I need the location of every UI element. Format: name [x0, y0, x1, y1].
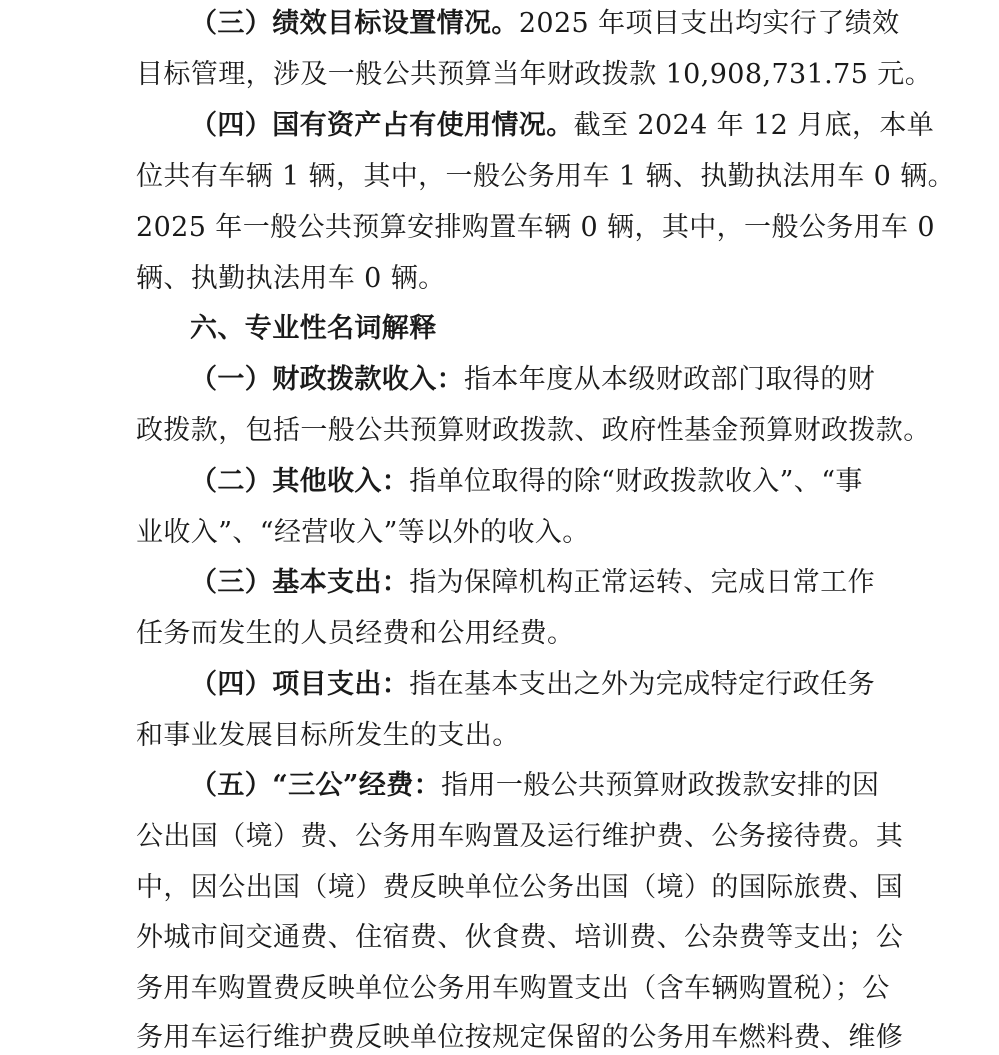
paragraph-line [136, 160, 955, 194]
body-text: 务用车购置费反映单位公务用车购置支出（含车辆购置税）；公 [136, 973, 890, 1004]
body-text: 务用车运行维护费反映单位按规定保留的公务用车燃料费、维修 [136, 1022, 904, 1053]
paragraph-line [136, 211, 935, 245]
paragraph-line [190, 465, 863, 499]
paragraph-line [190, 769, 879, 803]
paragraph-line [190, 109, 934, 143]
paragraph-line [136, 262, 446, 296]
paragraph-line [136, 719, 520, 753]
body-text: 截至 2024 年 12 月底，本单 [573, 110, 935, 141]
paragraph-line [190, 566, 875, 600]
heading-text: 六、专业性名词解释 [190, 313, 437, 344]
body-text: 指在基本支出之外为完成特定行政任务 [409, 669, 876, 700]
paragraph-line [136, 617, 574, 651]
section-label: （四）国有资产占有使用情况。 [190, 110, 574, 141]
body-text: 指本年度从本级财政部门取得的财 [464, 364, 875, 395]
body-text: 指单位取得的除“财政拨款收入”、“事 [409, 466, 863, 497]
paragraph-line [190, 668, 875, 702]
term-label: （三）基本支出： [190, 567, 410, 598]
body-text: 中，因公出国（境）费反映单位公务出国（境）的国际旅费、国 [136, 872, 904, 903]
term-label: （五）“三公”经费： [190, 770, 442, 801]
term-label: （四）项目支出： [190, 669, 410, 700]
paragraph-line [136, 1021, 903, 1055]
paragraph-line [136, 820, 903, 854]
term-label: （一）财政拨款收入： [190, 364, 464, 395]
paragraph-line [190, 363, 875, 397]
body-text: 外城市间交通费、住宿费、伙食费、培训费、公杂费等支出；公 [136, 922, 904, 953]
paragraph-line [136, 414, 931, 448]
body-text: 2025 年项目支出均实行了绩效 [518, 8, 900, 39]
body-text: 任务而发生的人员经费和公用经费。 [136, 618, 575, 649]
body-text: 指用一般公共预算财政拨款安排的因 [441, 770, 880, 801]
body-text: 公出国（境）费、公务用车购置及运行维护费、公务接待费。其 [136, 821, 904, 852]
paragraph-line [190, 7, 900, 41]
paragraph-line [136, 516, 590, 550]
body-text: 位共有车辆 1 辆，其中，一般公务用车 1 辆、执勤执法用车 0 辆。 [136, 161, 956, 192]
body-text: 目标管理，涉及一般公共预算当年财政拨款 10,908,731.75 元。 [136, 59, 933, 90]
body-text: 政拨款，包括一般公共预算财政拨款、政府性基金预算财政拨款。 [136, 415, 931, 446]
paragraph-line [136, 972, 890, 1006]
paragraph-line [136, 58, 932, 92]
body-text: 和事业发展目标所发生的支出。 [136, 720, 520, 751]
section-heading [190, 312, 437, 346]
body-text: 辆、执勤执法用车 0 辆。 [136, 263, 446, 294]
body-text: 业收入”、“经营收入”等以外的收入。 [136, 517, 590, 548]
paragraph-line [136, 871, 903, 905]
body-text: 指为保障机构正常运转、完成日常工作 [409, 567, 876, 598]
paragraph-line [136, 921, 903, 955]
section-label: （三）绩效目标设置情况。 [190, 8, 519, 39]
term-label: （二）其他收入： [190, 466, 410, 497]
body-text: 2025 年一般公共预算安排购置车辆 0 辆，其中，一般公务用车 0 [136, 212, 935, 243]
